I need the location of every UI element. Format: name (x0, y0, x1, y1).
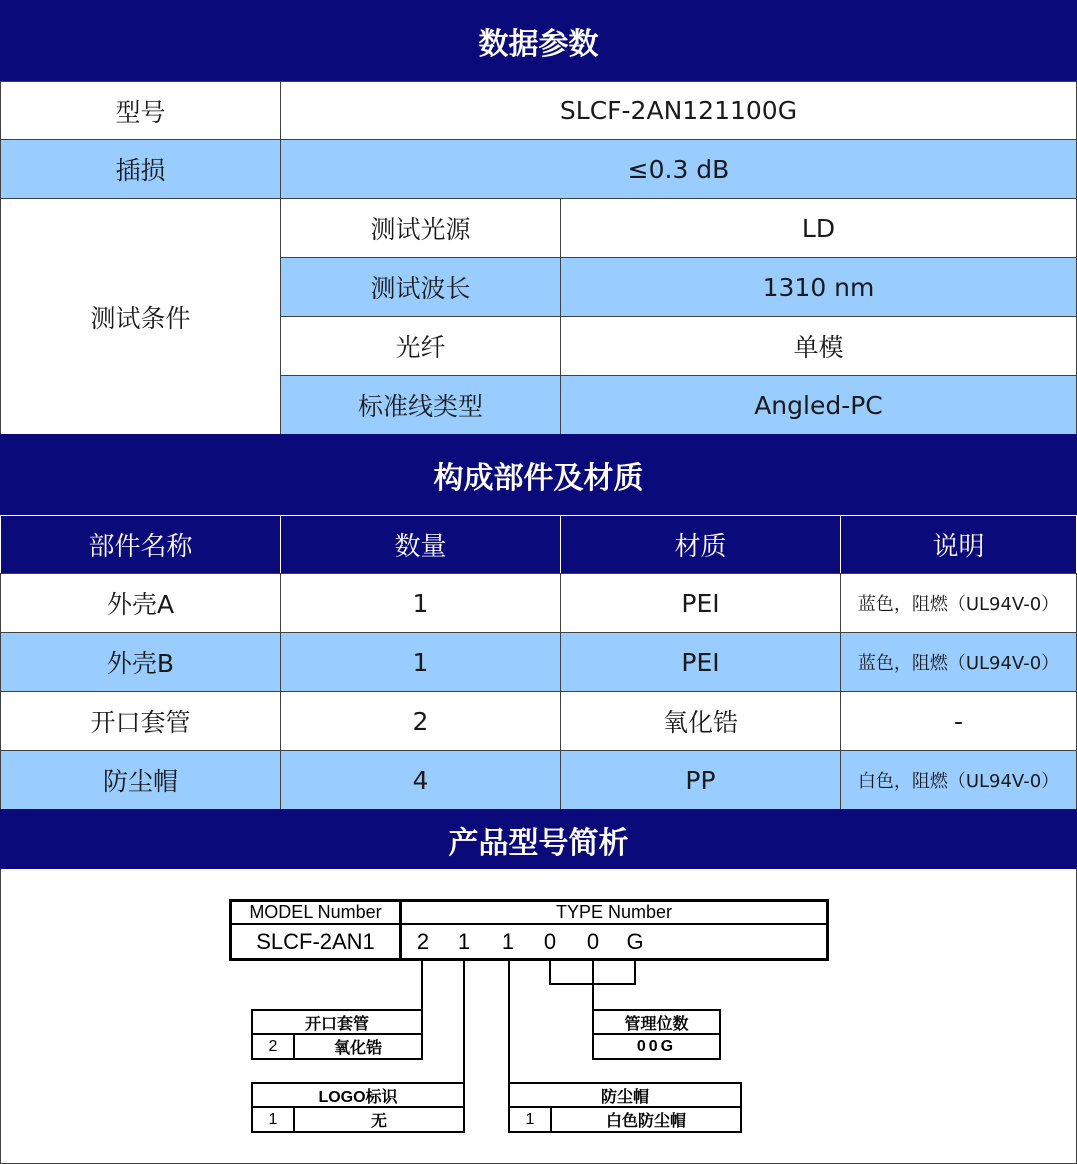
logo-title: LOGO标识 (318, 1088, 398, 1106)
table-row-qty: 2 (280, 691, 561, 751)
test-fiber-label: 光纤 (280, 316, 561, 376)
components-section-title: 构成部件及材质 (0, 434, 1077, 515)
manage-code: 00G (636, 1037, 677, 1055)
table-row-note: 蓝色，阻燃（UL94V-0） (840, 573, 1077, 633)
table-row-name: 外壳B (0, 632, 281, 692)
column-header-material: 材质 (560, 515, 841, 574)
type-char: 1 (457, 928, 471, 954)
loss-label: 插损 (0, 139, 281, 199)
sleeve-desc: 氧化锆 (333, 1040, 382, 1057)
bracket-mid (592, 961, 594, 985)
test-light-source-value: LD (560, 198, 1077, 258)
model-diagram (0, 869, 1077, 1164)
table-row-material: PP (560, 750, 841, 810)
model-code-value: SLCF-2AN1 (256, 928, 375, 954)
model-number-header: MODEL Number (249, 902, 382, 922)
test-wavelength-value: 1310 nm (560, 257, 1077, 317)
type-char: G (626, 928, 644, 954)
table-row-note: 白色，阻燃（UL94V-0） (840, 750, 1077, 810)
manage-title: 管理位数 (624, 1015, 689, 1033)
type-char: 2 (416, 928, 430, 954)
logo-code: 1 (268, 1110, 278, 1128)
table-row-name: 防尘帽 (0, 750, 281, 810)
sleeve-title: 开口套管 (304, 1015, 369, 1033)
logo-desc: 无 (370, 1113, 387, 1130)
sleeve-code: 2 (268, 1037, 278, 1055)
type-number-header: TYPE Number (555, 902, 673, 922)
cap-code: 1 (525, 1110, 535, 1128)
table-row-name: 开口套管 (0, 691, 281, 751)
model-value: SLCF-2AN121100G (280, 81, 1077, 140)
table-row-note: - (840, 691, 1077, 751)
type-char: 0 (586, 928, 600, 954)
connector-sleeve (421, 961, 423, 1011)
table-row-qty: 1 (280, 632, 561, 692)
table-row-material: 氧化锆 (560, 691, 841, 751)
test-wavelength-label: 测试波长 (280, 257, 561, 317)
bracket-left (549, 961, 551, 985)
table-row-note: 蓝色，阻燃（UL94V-0） (840, 632, 1077, 692)
table-row-qty: 4 (280, 750, 561, 810)
params-section-title: 数据参数 (0, 0, 1077, 81)
model-section-title: 产品型号简析 (0, 809, 1077, 870)
connector-cap (508, 961, 510, 1083)
bracket-right (634, 961, 636, 985)
type-char: 1 (501, 928, 515, 954)
test-fiber-value: 单模 (560, 316, 1077, 376)
connector-manage (592, 983, 594, 1010)
cap-title: 防尘帽 (600, 1088, 649, 1106)
cap-desc: 白色防尘帽 (605, 1113, 686, 1130)
test-cable-type-label: 标准线类型 (280, 375, 561, 435)
model-label: 型号 (0, 81, 281, 140)
column-header-description: 说明 (840, 515, 1077, 574)
table-row-qty: 1 (280, 573, 561, 633)
column-header-quantity: 数量 (280, 515, 561, 574)
table-row-name: 外壳A (0, 573, 281, 633)
test-conditions-label: 测试条件 (0, 198, 281, 435)
table-row-material: PEI (560, 573, 841, 633)
connector-logo (463, 961, 465, 1083)
column-header-part-name: 部件名称 (0, 515, 281, 574)
type-char: 0 (543, 928, 557, 954)
loss-value: ≤0.3 dB (280, 139, 1077, 199)
test-cable-type-value: Angled-PC (560, 375, 1077, 435)
test-light-source-label: 测试光源 (280, 198, 561, 258)
table-row-material: PEI (560, 632, 841, 692)
